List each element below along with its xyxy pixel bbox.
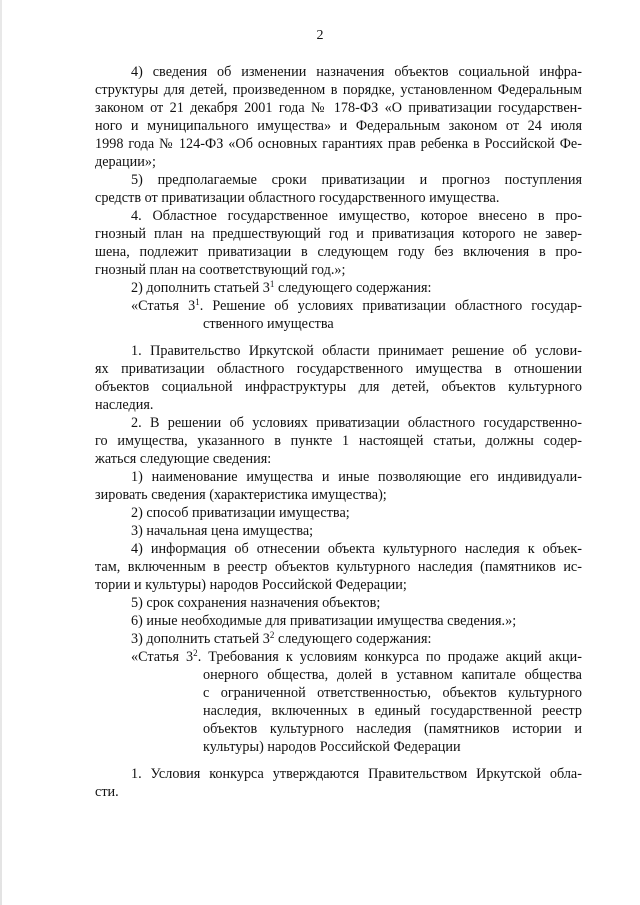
text-line	[131, 279, 432, 297]
article-heading	[131, 648, 582, 666]
article-heading-continuation: объектов культурного наследия (памятников истории и	[203, 721, 582, 737]
page-number: 2	[316, 28, 324, 43]
text-line: 1. Правительство Иркутской области принимает решение об услови-	[131, 343, 582, 359]
article-heading-continuation: ственного имущества	[203, 316, 334, 332]
text-line	[131, 630, 432, 648]
text-line: ного и муниципального имущества» и Федеральным законом от 24 июля	[95, 118, 582, 134]
text-line: 6) иные необходимые для приватизации имущества сведения.»;	[131, 613, 517, 629]
article-heading-continuation: наследия, включенных в единый государственной реестр	[203, 703, 582, 719]
text-line: 2) способ приватизации имущества;	[131, 505, 350, 521]
article-heading-continuation: онерного общества, долей в уставном капитале общества	[203, 667, 582, 683]
superscript: 2	[193, 648, 198, 658]
text-line: го имущества, указанного в пункте 1 настоящей статьи, должны содер-	[95, 433, 582, 449]
article-heading	[131, 297, 582, 315]
text-line: дерации»;	[95, 154, 156, 170]
text-line: гнозный план на предшествующий год и приватизация которого не завер-	[95, 226, 582, 242]
text-fragment: «Статья 3	[131, 649, 194, 665]
text-line: средств от приватизации областного государственного имущества.	[95, 190, 500, 206]
text-fragment: следующего содержания:	[274, 631, 432, 647]
article-heading-continuation: культуры) народов Российской Федерации	[203, 739, 461, 755]
text-line: 1998 года № 124-ФЗ «Об основных гарантиях прав ребенка в Российской Фе-	[95, 136, 582, 152]
text-fragment: . Требования к условиям конкурса по продаже акций акци-	[197, 649, 582, 665]
text-line: 4) сведения об изменении назначения объектов социальной инфра-	[131, 64, 582, 80]
text-line: 1) наименование имущества и иные позволяющие его индивидуали-	[131, 469, 582, 485]
text-line: 5) срок сохранения назначения объектов;	[131, 595, 381, 611]
text-line: 3) начальная цена имущества;	[131, 523, 314, 539]
text-line: там, включенным в реестр объектов культурного наследия (памятников ис-	[95, 559, 582, 575]
superscript: 1	[195, 297, 200, 307]
text-line: шена, подлежит приватизации в следующем году без включения в про-	[95, 244, 582, 260]
text-line: ях приватизации областного государственного имущества в отношении	[95, 361, 582, 377]
text-fragment: следующего содержания:	[274, 280, 432, 296]
superscript: 2	[269, 630, 275, 640]
text-line: жаться следующие сведения:	[95, 451, 272, 467]
text-line: 4. Областное государственное имущество, которое внесено в про-	[131, 208, 582, 224]
text-line: 1. Условия конкурса утверждаются Правительством Иркутской обла-	[131, 766, 582, 782]
text-line: гнозный план на соответствующий год.»;	[95, 262, 346, 278]
text-line: наследия.	[95, 397, 154, 413]
text-line: сти.	[95, 784, 119, 800]
article-heading-continuation: с ограниченной ответственностью, объектов культурного	[203, 685, 582, 701]
text-line: законом от 21 декабря 2001 года № 178-ФЗ «О приватизации государствен-	[95, 100, 582, 116]
text-fragment: «Статья 3	[131, 298, 196, 314]
text-line: 5) предполагаемые сроки приватизации и прогноз поступления	[131, 172, 582, 188]
text-line: объектов социальной инфраструктуры для детей, объектов культурного	[95, 379, 582, 395]
text-line: тории и культуры) народов Российской Федерации;	[95, 577, 407, 593]
text-line: структуры для детей, произведенном в порядке, установленном Федеральным	[95, 82, 582, 98]
superscript: 1	[269, 279, 275, 289]
text-line: 2. В решении об условиях приватизации областного государственно-	[131, 415, 582, 431]
text-line: 4) информация об отнесении объекта культурного наследия к объек-	[131, 541, 582, 557]
text-fragment: 2) дополнить статьей 3	[131, 280, 270, 296]
text-line: зировать сведения (характеристика имущества);	[95, 487, 387, 503]
text-fragment: . Решение об условиях приватизации областного государ-	[199, 298, 582, 314]
text-fragment: 3) дополнить статьей 3	[131, 631, 270, 647]
scan-edge	[0, 0, 2, 905]
